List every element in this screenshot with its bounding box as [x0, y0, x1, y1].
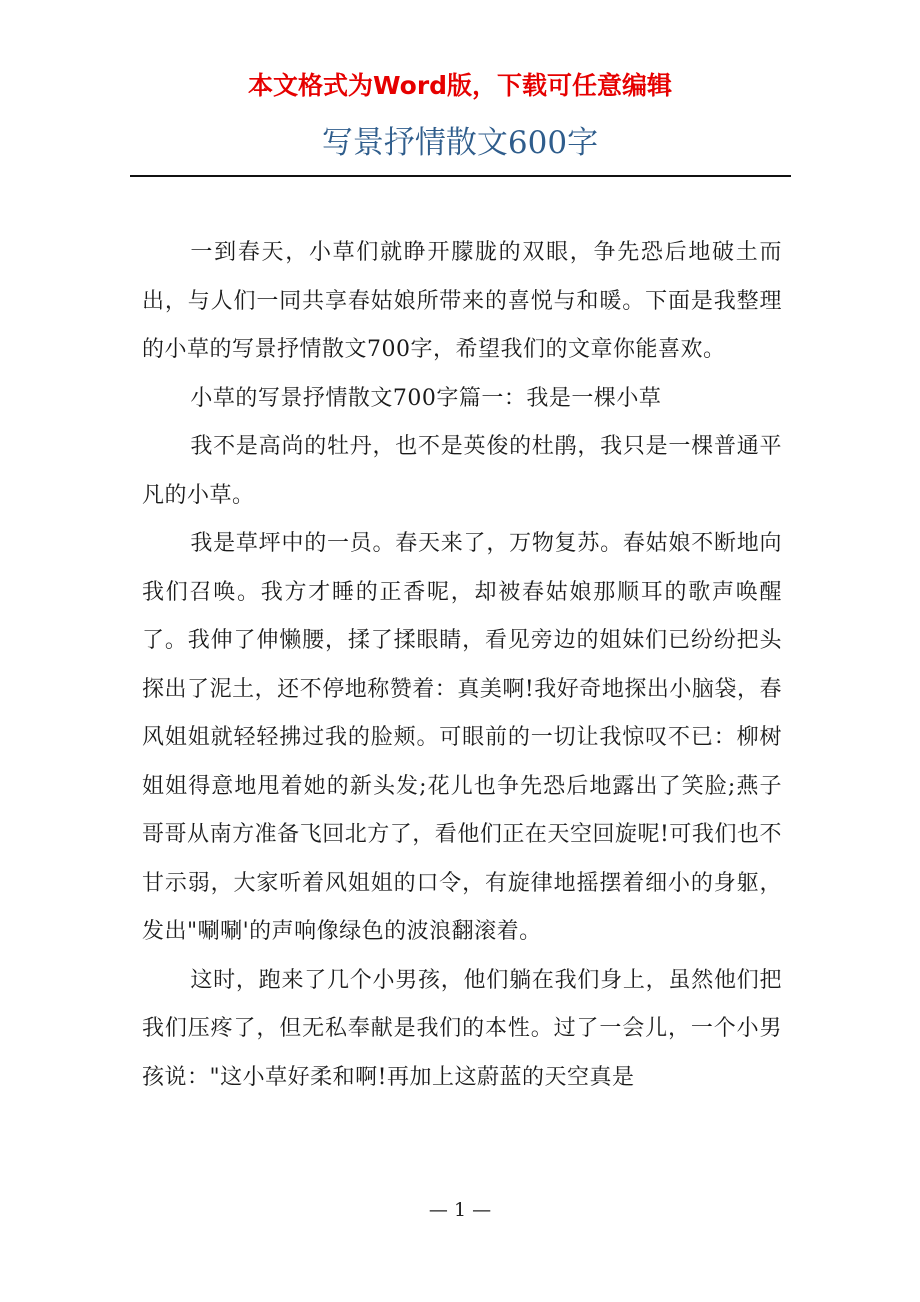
- intro-paragraph: 一到春天，小草们就睁开朦胧的双眼，争先恐后地破土而出，与人们一同共享春姑娘所带来的喜悦与和暖。下面是我整理的小草的写景抒情散文700字，希望我们的文章你能喜欢。: [142, 240, 782, 362]
- document-body: [142, 229, 782, 1102]
- body-paragraph: 我是草坪中的一员。春天来了，万物复苏。春姑娘不断地向我们召唤。我方才睡的正香呢，却被春姑娘那顺耳的歌声唤醒了。我伸了伸懒腰，揉了揉眼睛，看见旁边的姐妹们已纷纷把头探出了泥土，还不停地称赞着：真美啊!我好奇地探出小脑袋，春风姐姐就轻轻拂过我的脸颊。可眼前的一切让我惊叹不已：柳树姐姐得意地甩着她的新头发;花儿也争先恐后地露出了笑脸;燕子哥哥从南方准备飞回北方了，看他们正在天空回旋呢!可我们也不甘示弱，大家听着风姐姐的口令，有旋律地摇摆着细小的身躯，发出"唰唰'的声响像绿色的波浪翻滚着。: [142, 531, 782, 944]
- document-title: 写景抒情散文600字: [321, 125, 599, 161]
- body-paragraph: 我不是高尚的牡丹，也不是英俊的杜鹃，我只是一棵普通平凡的小草。: [142, 434, 782, 508]
- body-paragraph: 这时，跑来了几个小男孩，他们躺在我们身上，虽然他们把我们压疼了，但无私奉献是我们的本性。过了一会儿，一个小男孩说："这小草好柔和啊!再加上这蔚蓝的天空真是: [142, 967, 782, 1090]
- format-notice-banner: 本文格式为Word版，下载可任意编辑: [247, 71, 673, 100]
- page-number: — 1 —: [428, 1199, 492, 1221]
- header-divider: [130, 175, 791, 177]
- section-heading: 小草的写景抒情散文700字篇一：我是一棵小草: [190, 385, 662, 411]
